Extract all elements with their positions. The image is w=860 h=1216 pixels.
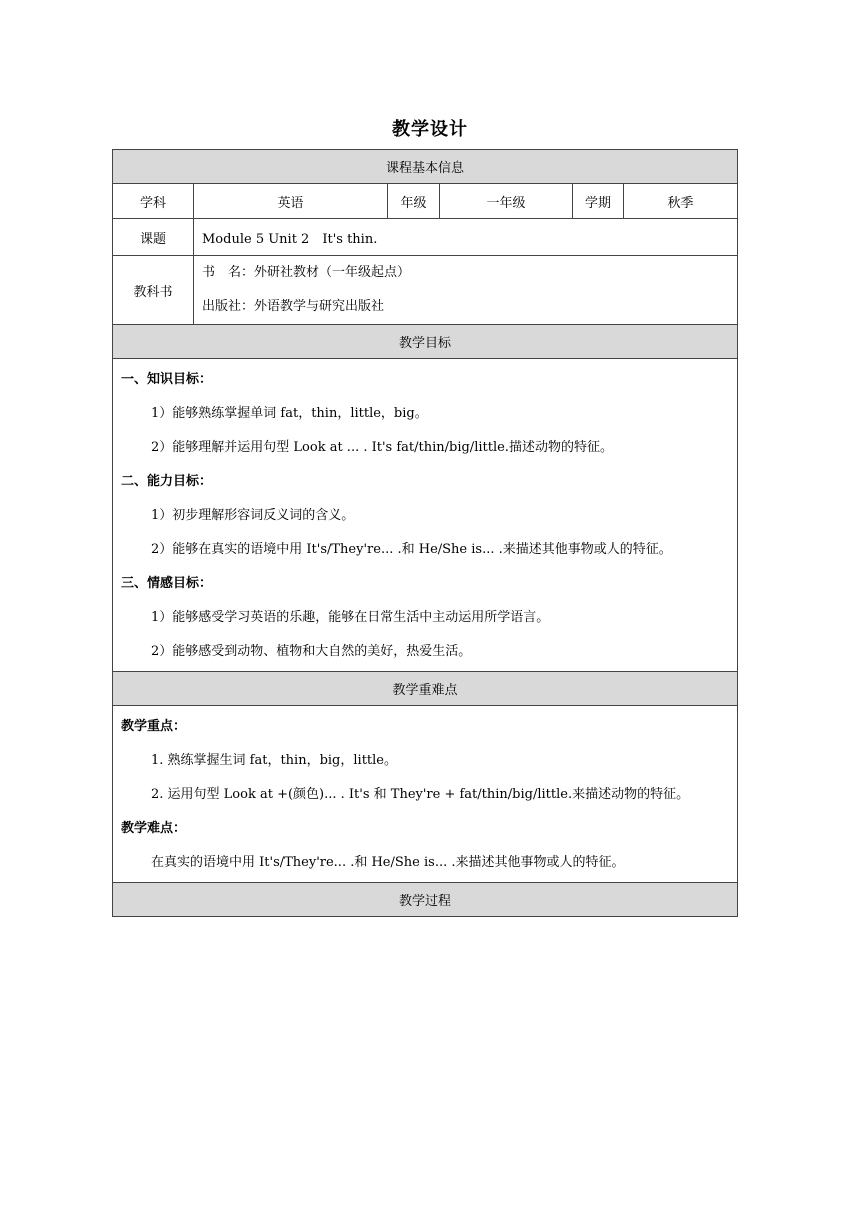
process-header: 教学过程 [113, 883, 738, 917]
basic-info-header: 课程基本信息 [113, 150, 738, 184]
focus-title: 教学重点： [121, 719, 187, 734]
publisher-value: 外语教学与研究出版社 [254, 299, 385, 314]
page-title: 教学设计 [392, 119, 468, 140]
ability-title: 二、能力目标： [121, 474, 213, 489]
knowledge-title: 一、知识目标： [121, 372, 213, 387]
textbook-label: 教科书 [113, 256, 194, 325]
key-points-row [113, 706, 738, 883]
objectives-content [113, 359, 738, 672]
section-header-objectives [113, 325, 738, 359]
section-header-basic-info [113, 150, 738, 184]
subject-row [113, 184, 738, 219]
difficulty-title: 教学难点： [121, 821, 187, 836]
ability-item: 2）能够在真实的语境中用 It's/They're... .和 He/She is... .来描述其他事物或人的特征。 [151, 542, 672, 557]
ability-item: 1）初步理解形容词反义词的含义。 [151, 508, 355, 523]
section-header-key-points [113, 672, 738, 706]
focus-item: 2. 运用句型 Look at +(颜色)... . It's 和 They're + fat/thin/big/little.来描述动物的特征。 [151, 787, 690, 802]
emotion-item: 2）能够感受到动物、植物和大自然的美好，热爱生活。 [151, 644, 472, 659]
topic-label: 课题 [113, 219, 194, 256]
subject-label: 学科 [113, 184, 194, 219]
book-name-line [202, 256, 729, 290]
textbook-info [194, 256, 738, 325]
key-points-header: 教学重难点 [113, 672, 738, 706]
publisher-label: 出版社： [202, 299, 255, 314]
subject-value: 英语 [194, 184, 388, 219]
grade-label: 年级 [388, 184, 440, 219]
difficulty-item: 在真实的语境中用 It's/They're... .和 He/She is... .来描述其他事物或人的特征。 [151, 855, 625, 870]
publisher-line [202, 290, 729, 324]
key-points-content [113, 706, 738, 883]
lesson-plan-table [112, 149, 738, 917]
emotion-title: 三、情感目标： [121, 576, 213, 591]
topic-row [113, 219, 738, 256]
emotion-item: 1）能够感受学习英语的乐趣，能够在日常生活中主动运用所学语言。 [151, 610, 550, 625]
term-label: 学期 [573, 184, 624, 219]
book-name-label: 书 名： [202, 265, 255, 280]
topic-value: Module 5 Unit 2 It's thin. [194, 219, 738, 256]
grade-value: 一年级 [440, 184, 573, 219]
book-name-value: 外研社教材（一年级起点） [254, 265, 411, 280]
term-value: 秋季 [624, 184, 738, 219]
objectives-header: 教学目标 [113, 325, 738, 359]
section-header-process [113, 883, 738, 917]
knowledge-item: 1）能够熟练掌握单词 fat，thin，little，big。 [151, 406, 428, 421]
objectives-row [113, 359, 738, 672]
knowledge-item: 2）能够理解并运用句型 Look at ... . It's fat/thin/big/little.描述动物的特征。 [151, 440, 613, 455]
focus-item: 1. 熟练掌握生词 fat，thin，big，little。 [151, 753, 397, 768]
textbook-row [113, 256, 738, 325]
